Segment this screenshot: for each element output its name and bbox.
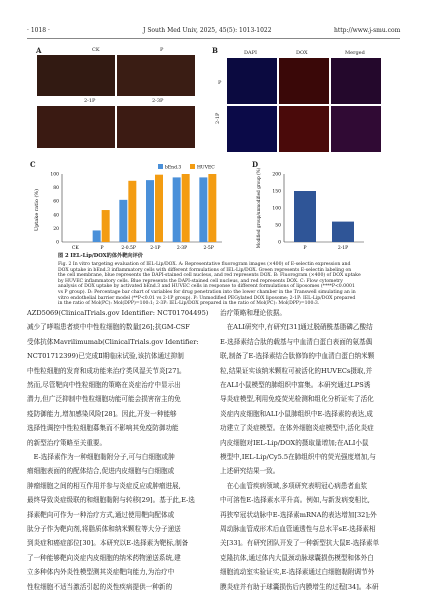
right-line-0: 治疗策略和理论依据。 xyxy=(220,309,286,317)
caption-line-3: by HUVEC inflammatory cells. Blue represents the DAPI-stained cell nucleus, and red represents DOX. C: Flow cytometry xyxy=(58,278,343,284)
d-y-tick: 100 xyxy=(272,206,281,212)
panel-a-row2-3p: 2-3P xyxy=(152,98,164,104)
right-line-14: 再狭窄冠状动脉中E-选择素mRNA的表达增加[32];外 xyxy=(220,510,377,519)
right-line-16: 关[33]。有研究团队开发了一种新型抗大鼠E-选择素单 xyxy=(220,539,380,548)
panel-b-col-dox: DOX xyxy=(296,50,308,56)
caption-line-4: analysis of DOX uptake by activated bEnd.3 and HUVEC cells in response to different formulations of liposomes (****P<0.0001 xyxy=(58,284,355,290)
left-line-4: 中性粒细胞的发育和成功能来治疗类风湿关节炎[27]。 xyxy=(27,366,186,375)
d-y-tick: 50 xyxy=(275,223,281,229)
c-bar xyxy=(199,177,207,242)
left-line-1: 减少了哮喘患者痰中中性粒细胞的数量[26];抗GM-CSF xyxy=(27,323,190,332)
panel-a-col-ck: CK xyxy=(92,47,100,53)
right-line-17: 克隆抗体,通过体内大鼠颈动脉球囊损伤模型和体外白 xyxy=(220,553,374,562)
figure-title: 图 2 IEL-Lip/DOX的体外靶向评价 xyxy=(58,253,143,259)
left-line-17: 了一种能够靶向炎症内皮细胞的纳米药物递送系统,建 xyxy=(27,553,181,562)
c-legend-swatch xyxy=(158,164,163,169)
b-dox-p xyxy=(279,58,329,104)
left-line-2: 受体抗体Mavrilimumab(ClinicalTrials.gov Identifier: xyxy=(27,337,199,346)
panel-c-letter: C xyxy=(30,160,36,169)
left-line-7: 疫防御能力,增加感染风险[28]。因此,开发一种能够 xyxy=(27,409,177,418)
c-y-tick: 20 xyxy=(53,226,59,232)
b-merged-2-1p xyxy=(331,106,381,152)
caption-line-2: the cell membrane, blue represents the DAPI-stained cell nucleus, and red represents DOX. B: Fluorogram (×400) of DOX uptake xyxy=(58,273,361,279)
header-rule xyxy=(27,38,400,39)
c-y-tick: 0 xyxy=(56,240,59,246)
c-bar xyxy=(93,230,101,242)
left-line-12: 肿瘤细胞之间的相互作用并参与炎症反应或肿瘤进展, xyxy=(27,481,181,490)
panel-a-col-p: P xyxy=(160,47,164,53)
panel-d-letter: D xyxy=(252,160,259,169)
c-bar xyxy=(173,177,181,242)
c-bar xyxy=(128,181,136,242)
left-line-13: 最终导致炎症级联的和细胞黏附与转移[29]。基于此,E-选 xyxy=(27,496,195,505)
right-line-9: 内皮细胞对IEL-Lip/DOX的摄取量增加;在ALI小鼠 xyxy=(220,438,369,447)
right-line-5: 在ALI小鼠模型的肺组织中富集。本研究通过LPS诱 xyxy=(220,381,371,389)
c-bar xyxy=(119,200,127,242)
left-line-19: 性粒细胞不适当激活引起的炎性疾病提供一种新的 xyxy=(27,582,173,591)
caption-line-7: in the ratio of Mol(PC): Mol(DPP)=100:1; 2-3P: IEL-Lip/DOX prepared in the ratio of Mol(PC): Mol(DPP)=100:3. xyxy=(58,301,320,307)
right-line-10: 模型中,IEL-Lip/Cy5.5在肺组织中的荧光强度增加,与 xyxy=(220,453,376,461)
journal-citation: J South Med Univ, 2025, 45(5): 1013-1022 xyxy=(143,27,272,34)
penetration-bar-chart xyxy=(252,160,372,255)
c-x-tick: 2-3P xyxy=(176,246,188,251)
left-line-15: 肽分子作为靶向剂,将脂质体和纳米颗粒等大分子递送 xyxy=(27,525,181,533)
panel-a-row2-1p: 2-1P xyxy=(84,98,96,104)
fluorogram-2-3p xyxy=(117,106,195,148)
left-line-5: 然而,尽管靶向中性粒细胞的策略在炎症治疗中显示出 xyxy=(27,381,181,389)
panel-b-col-dapi: DAPI xyxy=(244,50,257,56)
right-line-6: 导炎症模型,利用免疫荧光检测和组化分析证实了活化 xyxy=(220,395,374,404)
left-line-16: 到炎症和癌症部位[30]。本研究以E-选择素为靶标,制备 xyxy=(27,539,189,548)
panel-b-letter: B xyxy=(212,46,218,55)
right-line-8: 功建立了炎症模型。在体外细胞炎症模型中,活化炎症 xyxy=(220,424,374,433)
c-x-tick: 2-1P xyxy=(150,246,161,251)
right-line-12: 在心血管疾病领域,多项研究表明冠心病患者血浆 xyxy=(220,481,368,490)
right-line-1: 在ALI研究中,有研究[31]通过脱硝酰基脂磷乙酸结 xyxy=(220,323,373,332)
c-legend-swatch xyxy=(190,164,195,169)
right-line-11: 上述研究结果一致。 xyxy=(220,467,280,476)
d-y-label: Modified group/unmodified group (%) xyxy=(256,167,261,249)
c-y-tick: 40 xyxy=(53,213,59,219)
fluorogram-p xyxy=(117,55,195,96)
caption-line-6: vitro endothelial barrier model (**P<0.01 vs 2-1P group). P: Unmodified PEGylated DOX liposome; 2-1P: IEL-Lip/DOX prepared xyxy=(58,295,356,301)
c-bar xyxy=(155,175,163,242)
right-line-7: 炎症内皮细胞和ALI小鼠肺组织中E-选择素的表达,成 xyxy=(220,409,373,418)
d-x-tick: 2-1P xyxy=(337,246,349,251)
uptake-bar-chart xyxy=(30,160,230,255)
right-line-3: 联,制备了E-选择素结合肽修饰的中血清白蛋白纳米颗 xyxy=(220,352,375,361)
right-line-15: 周动脉血管成形术后血管通透性与总水平sE-选择素相 xyxy=(220,525,376,533)
right-line-13: 中可溶性E-选择素水平升高。例如,与新发病变相比, xyxy=(220,496,370,505)
left-line-14: 择素靶向可作为一种治疗方式,通过使用靶向配体或 xyxy=(27,510,175,519)
d-y-tick: 200 xyxy=(272,172,281,178)
c-x-tick: CK xyxy=(71,246,79,251)
c-bar xyxy=(102,210,110,242)
b-dapi-p xyxy=(227,58,277,104)
c-x-tick: 2-5P xyxy=(203,246,214,251)
journal-url[interactable]: http://www.j-smu.com xyxy=(334,27,401,34)
right-line-19: 膜炎症并有助于球囊损伤后内膜增生的过程[34]。本研 xyxy=(220,582,379,591)
c-y-tick: 60 xyxy=(53,199,59,205)
caption-line-1: DOX uptake in bEnd.3 inflammatory cells with different formulations of IEL-Lip/DOX. Green represents E-selectin labeling on xyxy=(58,267,352,273)
b-dox-2-1p xyxy=(279,106,329,152)
fluorogram-ck xyxy=(37,55,115,96)
left-line-11: 瘤细胞表面的的配体结合,促进内皮细胞与白细胞或 xyxy=(27,467,175,476)
left-line-3: NCT01712399)已完成Ⅱ期临床试验,该抗体通过抑制 xyxy=(27,352,184,361)
c-x-tick: 2-0.5P xyxy=(121,246,136,251)
right-line-4: 粒,结果证实该纳米颗粒可被活化的HUVECs摄取,并 xyxy=(220,366,373,375)
d-x-tick: P xyxy=(303,246,307,251)
c-y-label: Uptake ratio (%) xyxy=(34,188,40,232)
left-line-10: E-选择素作为一种细胞黏附分子,可与白细胞或肿 xyxy=(27,453,175,461)
left-line-18: 立多种体内外炎性模型测其炎症靶向能力,为治疗中 xyxy=(27,568,175,577)
b-merged-p xyxy=(331,58,381,104)
d-y-tick: 0 xyxy=(278,240,281,246)
c-bar xyxy=(146,180,154,242)
c-legend-label: bEnd.3 xyxy=(165,165,182,171)
caption-line-0: Fig. 2 In vitro targeting evaluation of IEL-Lip/DOX. A: Representative fluorogram images (×400) of E-selectin expression and xyxy=(58,262,351,267)
fluorogram-2-1p xyxy=(37,106,115,148)
right-line-2: E-选择素结合肽的载基与中血清白蛋白表面的氨基偶 xyxy=(220,337,373,346)
left-line-0: AZD5069(ClinicalTrials.gov Identifier: NCT01704495) xyxy=(27,309,209,317)
c-bar xyxy=(208,174,216,242)
left-line-9: 的新型治疗策略至关重要。 xyxy=(27,438,107,447)
panel-b-col-merged: Merged xyxy=(345,50,365,56)
c-legend-label: HUVEC xyxy=(197,165,215,171)
right-line-18: 细胞流动室实验证实,E-选择素通过白细胞黏附调节外 xyxy=(220,568,375,577)
d-bar xyxy=(332,222,354,242)
c-bar xyxy=(182,174,190,242)
b-dapi-2-1p xyxy=(227,106,277,152)
d-bar xyxy=(294,191,316,242)
panel-b-row-2-1p: 2-1P xyxy=(215,112,221,124)
panel-b-row-p: P xyxy=(218,80,222,86)
page-number: · 1018 · xyxy=(27,27,50,34)
c-x-tick: P xyxy=(100,246,104,251)
left-line-6: 潜力,但广泛抑制中性粒细胞功能可能会损害宿主的免 xyxy=(27,395,181,404)
c-y-tick: 100 xyxy=(50,172,59,178)
caption-line-5: vs P group). D: Percentage bar chart of variables for drug penetration into the lower chamber in the Transwell simulating an in xyxy=(58,290,356,295)
c-y-tick: 80 xyxy=(53,186,59,192)
panel-a-letter: A xyxy=(36,46,42,55)
left-line-8: 选择性调控中性粒细胞募集而不影响其免疫防御功能 xyxy=(27,424,179,433)
d-y-tick: 150 xyxy=(272,189,281,195)
